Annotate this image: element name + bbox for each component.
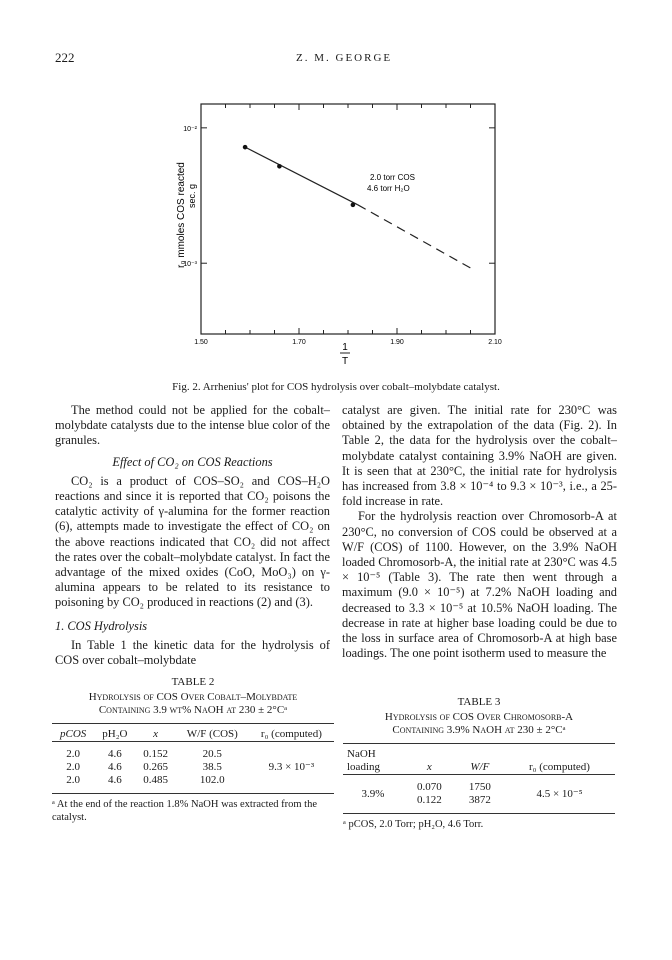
table-footnote: ᵃ At the end of the reaction 1.8% NaOH was extracted from the catalyst. xyxy=(52,799,317,823)
column-header: NaOH loading xyxy=(347,748,380,773)
table-title: Hydrolysis of COS Over Chromosorb-A xyxy=(384,711,574,723)
table-cell: 0.485 xyxy=(143,774,168,786)
table-row xyxy=(52,742,334,762)
table-title: Containing 3.9 wt% NaOH at 230 ± 2°Cᵃ xyxy=(98,704,288,716)
page-number: 222 xyxy=(55,50,75,65)
data-point xyxy=(277,164,282,169)
table-cell: 4.6 xyxy=(107,748,122,760)
x-axis-label-denominator: T xyxy=(341,356,349,367)
table-cell: 4.6 xyxy=(107,774,122,786)
legend-h2o: 4.6 torr H₂O xyxy=(367,184,410,193)
table-number: TABLE 2 xyxy=(171,676,215,688)
x-axis-label-numerator: 1 xyxy=(342,342,348,353)
fit-line-solid xyxy=(245,147,358,205)
table-cell: 0.152 xyxy=(143,748,168,760)
paragraph: For the hydrolysis reaction over Chromosorb-A at 230°C, no conversion of COS could be observed at a W/F (COS) of 1100. However, on the 3.9% NaOH loaded Chromosorb-A, the initial rate at 230°C was 4.5 × 10⁻⁵ (Table 3). The rate then went through a maximum (9.0 × 10⁻⁵) at 7.2% NaOH loading and decreased to 3.3 × 10⁻⁵ at 10.5% NaOH loading. The decrease in rate at higher base loading could be due to the loss in surface area of Chromosorb-A at high base loadings. The one point isotherm used to measure the xyxy=(342,509,617,661)
table-number: TABLE 3 xyxy=(457,696,501,708)
left-column xyxy=(55,403,330,668)
column-header: x xyxy=(153,728,159,740)
table-cell: 2.0 xyxy=(66,761,81,773)
table-title: Hydrolysis of COS Over Cobalt–Molybdate xyxy=(88,691,298,703)
column-header: r₀ (computed) xyxy=(260,728,322,740)
column-header: pH₂O xyxy=(102,728,128,740)
data-point xyxy=(243,145,248,150)
legend-cos: 2.0 torr COS xyxy=(370,173,415,182)
y-axis-label-line2: sec. g xyxy=(187,183,197,208)
table-3 xyxy=(343,696,615,831)
column-header: r₀ (computed) xyxy=(529,761,590,773)
subsection-heading: 1. COS Hydrolysis xyxy=(55,618,148,633)
right-column xyxy=(342,403,617,661)
column-header: pCOS xyxy=(60,728,87,740)
column-header: W/F (COS) xyxy=(186,728,238,740)
table-footnote: ᵃ pCOS, 2.0 Torr; pH₂O, 4.6 Torr. xyxy=(343,819,484,830)
paragraph: catalyst are given. The initial rate for 230°C was obtained by the extrapolation of the data (Fig. 2). In Table 2, the data for the hydrolysis over the cobalt–molybdate catalyst containing 3.9% NaOH are given. It is seen that at 230°C, the initial rate for hydrolysis has increased from 3.8 × 10⁻⁴ to 9.3 × 10⁻³, i.e., a 25-fold increase in rate. xyxy=(342,403,617,509)
data-point xyxy=(351,203,356,208)
data-table xyxy=(343,743,615,814)
fit-line-extrapolated xyxy=(358,205,476,271)
column-header: W/F xyxy=(470,761,490,773)
table-cell: 20.5 xyxy=(202,748,222,760)
table-cell: 4.5 × 10⁻⁵ xyxy=(536,787,583,800)
plot-frame xyxy=(201,104,495,334)
table-cell: 38.5 xyxy=(202,761,222,773)
paragraph: The method could not be applied for the cobalt–molybdate catalysts due to the intense blue color of the granules. xyxy=(55,403,330,448)
table-cell: 2.0 xyxy=(66,748,81,760)
table-cell: 1750 xyxy=(468,781,491,793)
table-cell: 9.3 × 10⁻³ xyxy=(268,761,315,773)
table-cell: 3872 xyxy=(468,794,491,806)
table-cell: 2.0 xyxy=(66,774,81,786)
arrhenius-plot xyxy=(0,0,672,380)
table-cell: 0.070 xyxy=(416,781,442,793)
table-title: Containing 3.9% NaOH at 230 ± 2°Cᵃ xyxy=(392,724,566,736)
paragraph: In Table 1 the kinetic data for the hydrolysis of COS over cobalt–molybdate xyxy=(55,637,330,668)
table-2 xyxy=(52,676,334,824)
table-cell: 4.6 xyxy=(107,761,122,773)
y-tick-label: 10⁻³ xyxy=(183,261,197,269)
paragraph: CO₂ is a product of COS–SO₂ and COS–H₂O reactions and since it is reported that CO₂ poisons the catalytic activity of γ-alumina for the former reaction (6), attempts made to investigate the effect of CO₂ on the above reactions indicated that CO₂ did not affect the rates over the cobalt–molybdate catalyst. In fact the advantage of the mixed oxides (CoO, MoO₃) on γ-alumina appears to be related to its resistance to poisoning by CO₂ produced in reactions (2) and (3). xyxy=(55,473,330,610)
table-cell: 3.9% xyxy=(361,787,385,800)
running-header-author: Z. M. GEORGE xyxy=(296,52,393,64)
section-heading: Effect of CO₂ on COS Reactions xyxy=(112,454,273,469)
table-cell: 0.122 xyxy=(416,794,442,806)
table-cell: 0.265 xyxy=(143,761,168,773)
y-tick-label: 10⁻² xyxy=(183,125,197,133)
x-tick-label: 2.10 xyxy=(488,339,502,346)
table-cell: 102.0 xyxy=(199,774,225,786)
table-row xyxy=(343,775,615,795)
column-header: x xyxy=(426,761,432,773)
y-axis-label-line1: r₀ mmoles COS reacted xyxy=(176,162,187,268)
x-tick-label: 1.90 xyxy=(390,339,404,346)
x-tick-label: 1.70 xyxy=(292,339,306,346)
data-table xyxy=(52,723,334,794)
figure-caption: Fig. 2. Arrhenius' plot for COS hydrolysis over cobalt–molybdate catalyst. xyxy=(172,381,500,393)
x-tick-label: 1.50 xyxy=(194,339,208,346)
